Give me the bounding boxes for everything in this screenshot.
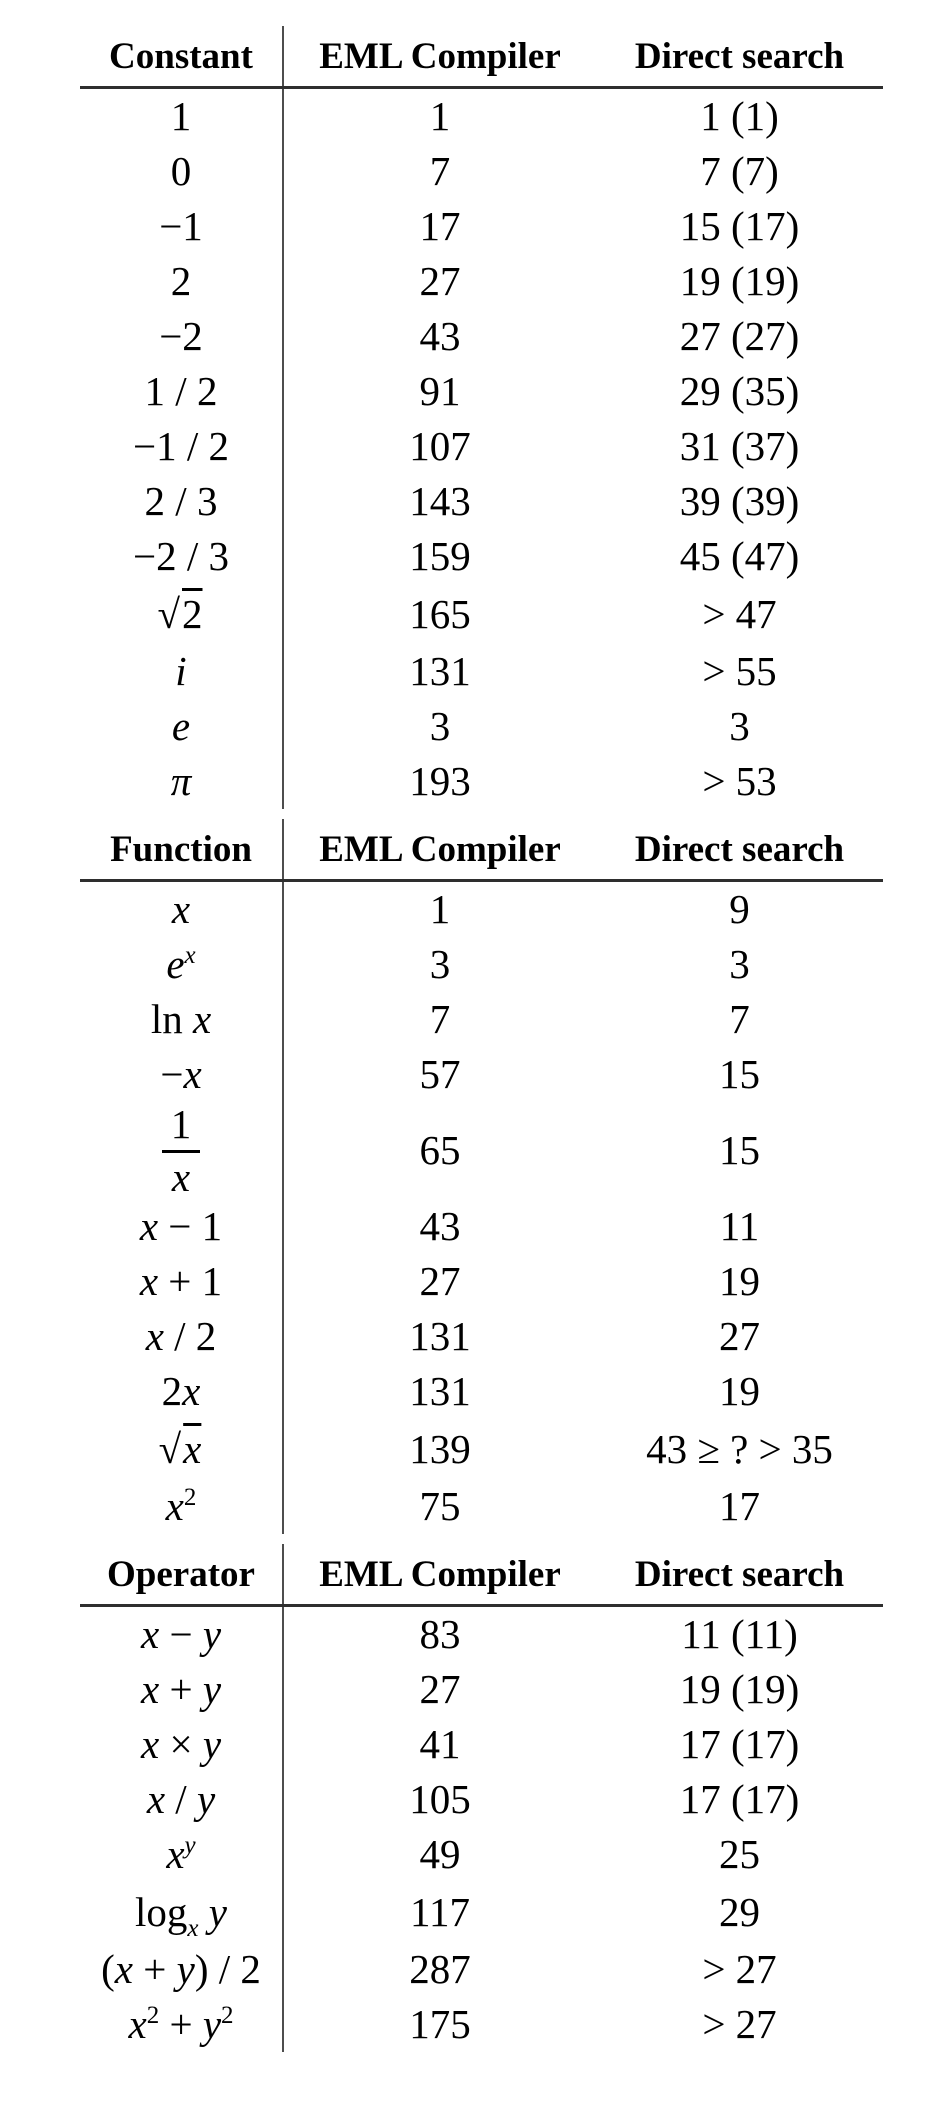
math-superscript: x — [184, 942, 196, 969]
expression-cell — [80, 1606, 283, 1663]
math-text: ) / 2 — [194, 1946, 261, 1992]
direct-search-value: 15 — [719, 1051, 760, 1097]
eml-compiler-value: 287 — [409, 1946, 471, 1992]
math-variable: i — [175, 648, 187, 694]
operators-table-section — [0, 1544, 946, 2052]
eml-compiler-value: 91 — [419, 368, 461, 414]
expression-cell — [80, 1199, 283, 1254]
eml-compiler-value: 131 — [409, 648, 471, 694]
eml-compiler-value: 107 — [409, 423, 471, 469]
math-text: − — [160, 1051, 184, 1097]
expression-cell — [80, 1309, 283, 1364]
table-row — [80, 1882, 883, 1942]
math-text: −2 / 3 — [132, 533, 229, 579]
table-row — [80, 1997, 883, 2052]
eml-compiler-value: 131 — [409, 1313, 471, 1359]
fraction-numerator: 1 — [162, 1104, 201, 1153]
eml-compiler-value: 7 — [429, 996, 451, 1042]
expression-cell — [80, 937, 283, 992]
table-row — [80, 992, 883, 1047]
table-row — [80, 88, 883, 145]
table-row — [80, 754, 883, 809]
expression-cell — [80, 1102, 283, 1199]
math-variable: x — [146, 1776, 166, 1822]
constants-table-section — [0, 26, 946, 809]
functions-table-section — [0, 819, 946, 1534]
table-row — [80, 254, 883, 309]
direct-search-value: 17 (17) — [679, 1721, 800, 1767]
expression-cell — [80, 881, 283, 938]
math-variable: x — [140, 1666, 160, 1712]
expression-cell — [80, 1772, 283, 1827]
eml-compiler-value: 27 — [419, 258, 461, 304]
expression-cell — [80, 1997, 283, 2052]
column-header-direct-search: Direct search — [596, 819, 883, 881]
direct-search-value: 7 — [729, 996, 750, 1042]
direct-search-value: > 27 — [702, 2001, 777, 2047]
math-text: ln — [150, 996, 193, 1042]
fraction-denominator: x — [171, 1153, 191, 1200]
math-text: + — [132, 1946, 177, 1992]
math-variable: e — [171, 703, 191, 749]
eml-compiler-value: 1 — [429, 886, 451, 932]
math-variable: x — [165, 1483, 184, 1529]
table-row — [80, 881, 883, 938]
direct-search-value: 31 (37) — [679, 423, 800, 469]
table-row — [80, 1254, 883, 1309]
expression-cell — [80, 754, 283, 809]
math-subscript: x — [187, 1914, 199, 1942]
expression-cell — [80, 144, 283, 199]
table-row — [80, 1102, 883, 1199]
constants-header-row — [80, 26, 883, 88]
math-variable: x — [114, 1946, 133, 1992]
table-row — [80, 1419, 883, 1479]
table-row — [80, 419, 883, 474]
table-row — [80, 1827, 883, 1882]
math-variable: x — [171, 886, 191, 932]
expression-cell — [80, 699, 283, 754]
math-variable: x — [183, 1051, 202, 1097]
table-row — [80, 474, 883, 529]
math-text: + 1 — [158, 1258, 223, 1304]
math-superscript: 2 — [183, 1484, 197, 1511]
table-row — [80, 144, 883, 199]
operators-table-body — [80, 1606, 883, 2053]
expression-cell — [80, 1419, 283, 1479]
expression-cell — [80, 584, 283, 644]
expression-cell — [80, 1662, 283, 1717]
table-row — [80, 199, 883, 254]
direct-search-value: 19 — [719, 1368, 760, 1414]
eml-compiler-value: 193 — [409, 758, 471, 804]
column-header-function: Function — [80, 819, 283, 881]
math-variable: y — [202, 1611, 222, 1657]
expression-cell — [80, 1254, 283, 1309]
eml-compiler-value: 49 — [419, 1831, 461, 1877]
column-header-direct-search: Direct search — [596, 1544, 883, 1606]
math-variable: x — [140, 1611, 160, 1657]
table-row — [80, 1717, 883, 1772]
eml-compiler-value: 3 — [429, 703, 451, 749]
table-row — [80, 1364, 883, 1419]
math-fraction — [162, 1100, 201, 1200]
table-row — [80, 699, 883, 754]
eml-compiler-value: 143 — [409, 478, 471, 524]
eml-compiler-value: 43 — [419, 313, 461, 359]
column-header-operator: Operator — [80, 1544, 283, 1606]
math-variable: x — [140, 1721, 160, 1767]
table-row — [80, 1942, 883, 1997]
math-text: 2 — [170, 258, 192, 304]
direct-search-value: 3 — [729, 941, 750, 987]
direct-search-value: 45 (47) — [679, 533, 800, 579]
math-superscript: 2 — [221, 2002, 234, 2029]
math-text: / — [165, 1776, 197, 1822]
math-variable: x — [192, 996, 212, 1042]
functions-table-body — [80, 881, 883, 1535]
math-variable: e — [166, 941, 185, 987]
math-variable: y — [196, 1776, 216, 1822]
expression-cell — [80, 992, 283, 1047]
table-row — [80, 1309, 883, 1364]
expression-cell — [80, 1827, 283, 1882]
direct-search-value: 17 — [719, 1483, 760, 1529]
eml-compiler-value: 41 — [419, 1721, 461, 1767]
radical-sign: √ — [157, 590, 180, 637]
column-header-eml-compiler: EML Compiler — [283, 26, 596, 88]
direct-search-value: 3 — [729, 703, 750, 749]
table-row — [80, 584, 883, 644]
math-text: −1 / 2 — [132, 423, 229, 469]
math-variable: y — [202, 1666, 222, 1712]
table-row — [80, 529, 883, 584]
expression-cell — [80, 1047, 283, 1102]
table-row — [80, 1199, 883, 1254]
radicand: 2 — [182, 590, 203, 637]
direct-search-value: 39 (39) — [679, 478, 800, 524]
math-variable: x — [139, 1258, 159, 1304]
eml-compiler-value: 159 — [409, 533, 471, 579]
expression-cell — [80, 1942, 283, 1997]
eml-compiler-value: 75 — [419, 1483, 461, 1529]
table-row — [80, 937, 883, 992]
math-variable: y — [202, 2001, 222, 2047]
eml-compiler-value: 83 — [419, 1611, 461, 1657]
expression-cell — [80, 1364, 283, 1419]
direct-search-value: 29 (35) — [679, 368, 800, 414]
direct-search-value: 1 (1) — [700, 93, 779, 139]
math-text: 2 — [161, 1368, 183, 1414]
direct-search-value: 43 ≥ ? > 35 — [646, 1425, 833, 1472]
math-text: / 2 — [163, 1313, 217, 1359]
table-row — [80, 364, 883, 419]
eml-compiler-value: 117 — [410, 1888, 470, 1935]
math-text: 0 — [170, 148, 192, 194]
math-text: −2 — [159, 313, 203, 359]
direct-search-value: 19 (19) — [679, 258, 800, 304]
table-row — [80, 1662, 883, 1717]
math-variable: y — [208, 1888, 227, 1935]
math-radical — [157, 591, 204, 637]
math-variable: y — [176, 1946, 195, 1992]
table-row — [80, 1772, 883, 1827]
constants-table — [80, 26, 883, 809]
expression-cell — [80, 254, 283, 309]
math-variable: π — [170, 758, 192, 804]
expression-cell — [80, 199, 283, 254]
direct-search-value: 15 (17) — [679, 203, 800, 249]
direct-search-value: > 53 — [702, 758, 777, 804]
column-header-constant: Constant — [80, 26, 283, 88]
direct-search-value: 17 (17) — [679, 1776, 800, 1822]
direct-search-value: 7 (7) — [700, 148, 779, 194]
eml-compiler-value: 27 — [419, 1258, 461, 1304]
math-variable: x — [139, 1203, 159, 1249]
math-radical — [159, 1426, 204, 1472]
direct-search-value: > 47 — [702, 590, 777, 637]
math-variable: x — [128, 2001, 147, 2047]
expression-cell — [80, 474, 283, 529]
math-text: 2 / 3 — [144, 478, 218, 524]
direct-search-value: 11 (11) — [681, 1611, 798, 1657]
direct-search-value: 27 (27) — [679, 313, 800, 359]
operators-header-row — [80, 1544, 883, 1606]
direct-search-value: 27 — [719, 1313, 760, 1359]
table-row — [80, 309, 883, 364]
math-variable: x — [145, 1313, 164, 1359]
direct-search-value: > 55 — [702, 648, 777, 694]
math-superscript: 2 — [146, 2002, 160, 2029]
math-variable: x — [182, 1368, 201, 1414]
math-variable: y — [202, 1721, 222, 1767]
math-text: 1 — [170, 93, 192, 139]
math-text: × — [159, 1721, 203, 1767]
functions-table — [80, 819, 883, 1534]
radical-sign: √ — [158, 1425, 182, 1472]
expression-cell — [80, 644, 283, 699]
math-superscript: y — [184, 1832, 196, 1859]
eml-compiler-value: 175 — [409, 2001, 471, 2047]
direct-search-value: > 27 — [702, 1946, 777, 1992]
expression-cell — [80, 1882, 283, 1942]
math-text: − 1 — [158, 1203, 223, 1249]
direct-search-value: 11 — [719, 1203, 760, 1249]
eml-compiler-value: 105 — [409, 1776, 471, 1822]
eml-compiler-value: 131 — [409, 1368, 471, 1414]
functions-header-row — [80, 819, 883, 881]
math-variable: x — [166, 1831, 185, 1877]
math-text: ( — [101, 1946, 115, 1992]
direct-search-value: 19 — [719, 1258, 760, 1304]
expression-cell — [80, 364, 283, 419]
column-header-eml-compiler: EML Compiler — [283, 819, 596, 881]
column-header-eml-compiler: EML Compiler — [283, 1544, 596, 1606]
radicand: x — [183, 1425, 202, 1472]
math-text — [199, 1889, 209, 1935]
eml-compiler-value: 65 — [419, 1127, 461, 1173]
expression-cell — [80, 529, 283, 584]
expression-cell — [80, 1479, 283, 1534]
table-row — [80, 644, 883, 699]
column-header-direct-search: Direct search — [596, 26, 883, 88]
eml-compiler-value: 1 — [429, 93, 451, 139]
direct-search-value: 19 (19) — [679, 1666, 800, 1712]
eml-compiler-value: 43 — [419, 1203, 461, 1249]
math-text: + — [159, 2001, 203, 2047]
direct-search-value: 29 — [719, 1888, 760, 1935]
eml-compiler-value: 3 — [429, 941, 451, 987]
table-row — [80, 1606, 883, 1663]
table-row — [80, 1479, 883, 1534]
expression-cell — [80, 419, 283, 474]
eml-compiler-value: 165 — [409, 590, 471, 637]
constants-table-body — [80, 88, 883, 810]
math-text: − — [159, 1611, 203, 1657]
expression-cell — [80, 309, 283, 364]
direct-search-value: 25 — [719, 1831, 760, 1877]
eml-compiler-value: 57 — [419, 1051, 461, 1097]
table-row — [80, 1047, 883, 1102]
direct-search-value: 9 — [729, 886, 750, 932]
eml-compiler-value: 27 — [419, 1666, 461, 1712]
expression-cell — [80, 88, 283, 145]
eml-compiler-value: 7 — [429, 148, 451, 194]
math-text: −1 — [159, 203, 203, 249]
math-text: log — [135, 1888, 188, 1935]
direct-search-value: 15 — [719, 1127, 760, 1173]
eml-compiler-value: 17 — [419, 203, 461, 249]
eml-compiler-value: 139 — [409, 1425, 471, 1472]
expression-cell — [80, 1717, 283, 1772]
math-text: 1 / 2 — [144, 368, 218, 414]
operators-table — [80, 1544, 883, 2052]
math-text: + — [159, 1666, 203, 1712]
